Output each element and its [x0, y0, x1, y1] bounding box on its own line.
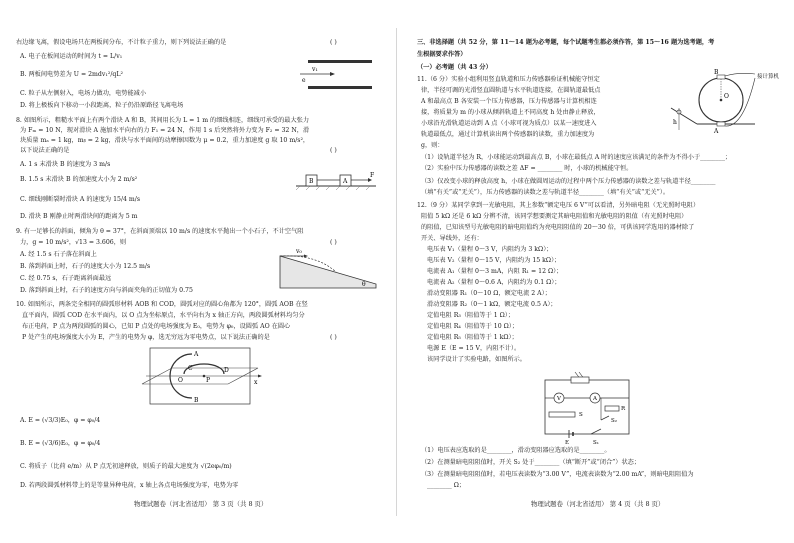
q10-center-label: P	[206, 377, 211, 384]
q10-stem-line-3: 布正电荷，P 点为两段圆弧的圆心，已知 P 点处的电场强度为 E₀，电势为 φ₀，设圆弧 AO 在圆心	[22, 323, 291, 330]
q11-stem-line-6: 轨道最低点，通过计算机读出两个传感器的读数，重力加速度为	[421, 131, 595, 138]
q7-electron-label: e	[302, 77, 306, 84]
q12-stem-line-4: 开关、导线外，还有：	[421, 235, 483, 242]
q11-stem-line-1: 11.（6 分）实验小组利用竖直轨道和压力传感器验证机械能守恒定	[417, 76, 600, 83]
q10-point-b-label: B	[194, 397, 199, 404]
q8-option-a: A. 1 s 末滑块 B 的速度为 3 m/s	[20, 161, 111, 168]
q12-ammeter-label: A	[593, 396, 597, 402]
q12-equipment-1: 电压表 V₁（量程 0～3 V，内阻约为 3 kΩ）；	[427, 246, 553, 253]
q10-stem-line-2: 直平面内，圆弧 COD 在水平面内，以 O 点为坐标原点，水平向右为 x 轴正方向，两段圆弧材料均匀分	[22, 312, 305, 319]
q10-stem-line-4: P 处产生的电场强度大小为 E，产生的电势为 φ，选无穷远为零电势点，以下说法正确的是	[22, 334, 270, 341]
q12-equipment-2: 电压表 V₂（量程 0～15 V，内阻约为 15 kΩ）；	[427, 257, 561, 264]
q10-point-d-label: D	[224, 367, 229, 374]
q11-stem-line-4: 接，将质量为 m 的小球从倾斜轨道上不同高度 h 处由静止释放，	[421, 109, 600, 116]
q7-answer-bracket: ( )	[330, 39, 337, 46]
q12-equipment-4: 电流表 A₂（量程 0～0.6 A，内阻约为 0.1 Ω）；	[427, 279, 561, 286]
q10-point-a-label: A	[194, 351, 199, 358]
q9-angle-label: θ	[362, 281, 366, 288]
q11-sub-3-cont: （填“有关”或“无关”），压力传感器的读数之差与轨道半径________（填“有关”或“无关”）。	[421, 189, 670, 196]
q12-source-label: E	[565, 440, 570, 446]
q8-stem-line-1: 8. 如图所示，粗糙水平面上有两个滑块 A 和 B，其间用长为 L = 1 m 的细线相连，细线可承受的最大张力	[16, 117, 310, 124]
q10-x-axis-label: x	[254, 379, 258, 386]
q12-resistor-label: R	[621, 406, 626, 412]
q7-option-a: A. 电子在板间运动的时间为 t = L/v₁	[20, 53, 123, 60]
q10-option-d: D. 若两段圆弧材料带上的是等量异种电荷，x 轴上各点电场强度为零，电势为零	[20, 482, 239, 489]
q8-option-c: C. 细线刚断裂时滑块 A 的速度为 15/4 m/s	[20, 196, 141, 203]
q12-equipment-10: 电源 E（E = 15 V，内阻不计）。	[427, 345, 521, 352]
q8-option-b: B. 1.5 s 末滑块 B 的加速度大小为 2 m/s²	[20, 176, 138, 183]
q8-answer-bracket: ( )	[330, 147, 337, 154]
q12-equipment-9: 定值电阻 R₅（阻值等于 1 kΩ）；	[427, 334, 518, 341]
q10-option-a: A. E = (√3/3)E₀，φ = φ₀/4	[20, 417, 101, 424]
q8-stem-line-2: 为 Fₘ = 10 N，现对滑块 A 施加水平向右的力 F₁ = 24 N，作用 1 s 后突然将外力变为 F₂ = 32 N，滑	[20, 127, 310, 134]
section-heading-cont: 生根据要求作答）	[417, 51, 467, 58]
q11-figure-loop-track	[669, 68, 780, 135]
q12-equipment-3: 电流表 A₁（量程 0～3 mA，内阻 R₁ = 12 Ω）；	[427, 268, 563, 275]
q11-stem-line-5: 小球沿光滑轨道运动到 A 点（小球可视为质点）以某一速度进入	[421, 120, 597, 127]
q9-option-a: A. 经 1.5 s 石子落在斜面上	[20, 251, 97, 258]
q10-option-c: C. 将质子（比荷 e/m）从 P 点无初速释放，则质子的最大速度为 √(2eφ₀/m)	[20, 463, 232, 470]
q12-slider-label: S	[579, 412, 583, 418]
q9-stem-line-1: 9. 有一足够长的斜面，倾角为 θ = 37°，在斜面顶端以 10 m/s 的速度水平抛出一个小石子，不计空气阻	[16, 228, 304, 235]
q11-stem-line-2: 律，半径可调的光滑竖直圆轨道与水平轨道连接，在圆轨道最低点	[421, 87, 601, 94]
q10-answer-bracket: ( )	[330, 334, 337, 341]
q7-velocity-label: v₁	[312, 66, 318, 73]
q9-stem-line-2: 力，g = 10 m/s²，√13 = 3.606，则	[20, 239, 127, 246]
q10-option-b: B. E = (√3/6)E₀，φ = φ₀/4	[20, 440, 101, 447]
q7-option-d: D. 将上极板向下移动一小段距离，粒子仍沿原路径飞离电场	[20, 102, 184, 109]
q10-point-c-label: C	[188, 365, 193, 372]
q10-stem-line-1: 10. 如图所示，两条完全相同的圆弧形材料 AOB 和 COD，圆弧对应的圆心角都为 120°，圆弧 AOB 在竖	[16, 301, 308, 308]
q12-equipment-8: 定值电阻 R₄（阻值等于 10 Ω）；	[427, 323, 519, 330]
q12-sub-1: （1）电压表应选取的是________，滑动变阻器应选取的是________。	[421, 447, 611, 454]
q11-point-a-label: A	[714, 128, 719, 135]
exam-page-4	[397, 0, 794, 543]
q12-switch-s2-label: S₂	[611, 418, 617, 424]
q9-option-d: D. 落到斜面上时，石子的速度方向与斜面夹角的正切值为 0.75	[20, 287, 193, 294]
q12-sub-2: （2）在测量暗电阻阻值时，开关 S₂ 处于________（填“断开”或“闭合”）状态；	[421, 459, 641, 466]
q12-stem-line-1: 12.（9 分）某同学拿到一光敏电阻，其上参数“额定电压 6 V”可以看清，另外暗电阻（无光照时电阻）	[417, 202, 700, 209]
q11-sub-2: （2）实验中压力传感器的读数之差 ΔF = ________ 时，小球的机械能守恒。	[421, 165, 633, 172]
q7-option-c: C. 粒子从左侧射入，电场力做功，电势能减小	[20, 90, 147, 97]
page-3-footer: 物理试题卷（河北省适用） 第 3 页（共 8 页）	[134, 500, 268, 508]
q8-block-b-label: B	[309, 178, 314, 185]
q7-option-b: B. 两板间电势差为 U = 2mdv₁²/qL²	[20, 71, 123, 78]
q8-stem-line-3: 块质量 mₐ = 1 kg，mᵦ = 2 kg，滑块与水平面间的动摩擦因数为 μ = 0.2，重力加速度 g 取 10 m/s²，	[20, 137, 310, 144]
q8-option-d: D. 滑块 B 刚静止时两滑块间的距离为 5 m	[20, 213, 138, 220]
q12-equipment-6: 滑动变阻器 R₂（0～1 kΩ，额定电流 0.5 A）；	[427, 301, 557, 308]
q8-stem-line-4: 以下说法正确的是	[20, 147, 70, 154]
q12-voltmeter-label: V	[557, 396, 561, 402]
q9-figure-incline	[276, 250, 380, 292]
q12-stem-line-3: 的阻值，已知该型号光敏电阻的暗电阻值约为亮电阻阻值的 20～30 倍，可供该同学选用的器材除了	[421, 224, 695, 231]
q8-figure-blocks	[296, 166, 380, 192]
q12-stem-line-2: 阻值 5 kΩ 还是 6 kΩ 分辨不清，该同学想要测定其暗电阻值和光敏电阻的阻值（有光照时电阻）	[421, 213, 688, 220]
q7-intro: 右边缘飞离，假设电场只在两板间分布，不计粒子重力，则下列说法正确的是	[16, 39, 227, 46]
q12-sub-3: （3）在测量暗电阻阻值时，若电压表读数为“3.00 V”，电流表读数为“2.00 mA”，则暗电阻阻值为	[421, 471, 694, 478]
q11-point-b-label: B	[714, 69, 719, 76]
q9-initial-velocity-label: v₀	[296, 248, 302, 255]
q11-height-label: h	[673, 119, 677, 126]
q12-equipment-5: 滑动变阻器 R₁（0～10 Ω，额定电流 2 A）；	[427, 290, 551, 297]
required-heading: （一）必考题（共 43 分）	[417, 64, 492, 71]
q12-switch-s1-label: S₁	[593, 440, 599, 446]
q11-center-label: O	[724, 93, 729, 100]
q11-stem-line-7: g，则：	[421, 142, 444, 149]
q8-block-a-label: A	[343, 178, 348, 185]
q7-figure-parallel-plates	[300, 52, 380, 96]
q11-computer-label: 接计算机	[757, 74, 780, 80]
q12-equipment-7: 定值电阻 R₃（阻值等于 1 Ω）；	[427, 312, 515, 319]
q9-option-b: B. 落到斜面上时，石子的速度大小为 12.5 m/s	[20, 263, 151, 270]
q12-design-note: 该同学设计了实验电路，如图所示。	[427, 356, 526, 363]
page-4-footer: 物理试题卷（河北省适用） 第 4 页（共 8 页）	[531, 500, 665, 508]
q9-answer-bracket: ( )	[330, 239, 337, 246]
q9-option-c: C. 经 0.75 s，石子距离斜面最远	[20, 275, 112, 282]
q10-origin-label: O	[178, 377, 183, 384]
q11-sub-1: （1）设轨道半径为 R，小球能运动到最高点 B，小球在最低点 A 时的速度应该满足的条件为不得小于________；	[421, 154, 732, 161]
q10-figure-arcs	[142, 344, 264, 408]
q12-sub-3-cont: ________ Ω；	[427, 482, 466, 489]
q12-figure-circuit	[535, 368, 639, 444]
q8-force-label: F	[370, 172, 375, 179]
section-heading: 三、非选择题（共 52 分，第 11～14 题为必考题，每个试题考生都必须作答，第 15～16 题为选考题，考	[417, 39, 715, 46]
q11-stem-line-3: A 和最高点 B 各安装一个压力传感器，压力传感器与计算机相连	[421, 98, 597, 105]
q11-sub-3: （3）仅改变小球的释放高度 h，小球在做圆周运动的过程中两个压力传感器的读数之差与轨道半径________	[421, 178, 716, 185]
